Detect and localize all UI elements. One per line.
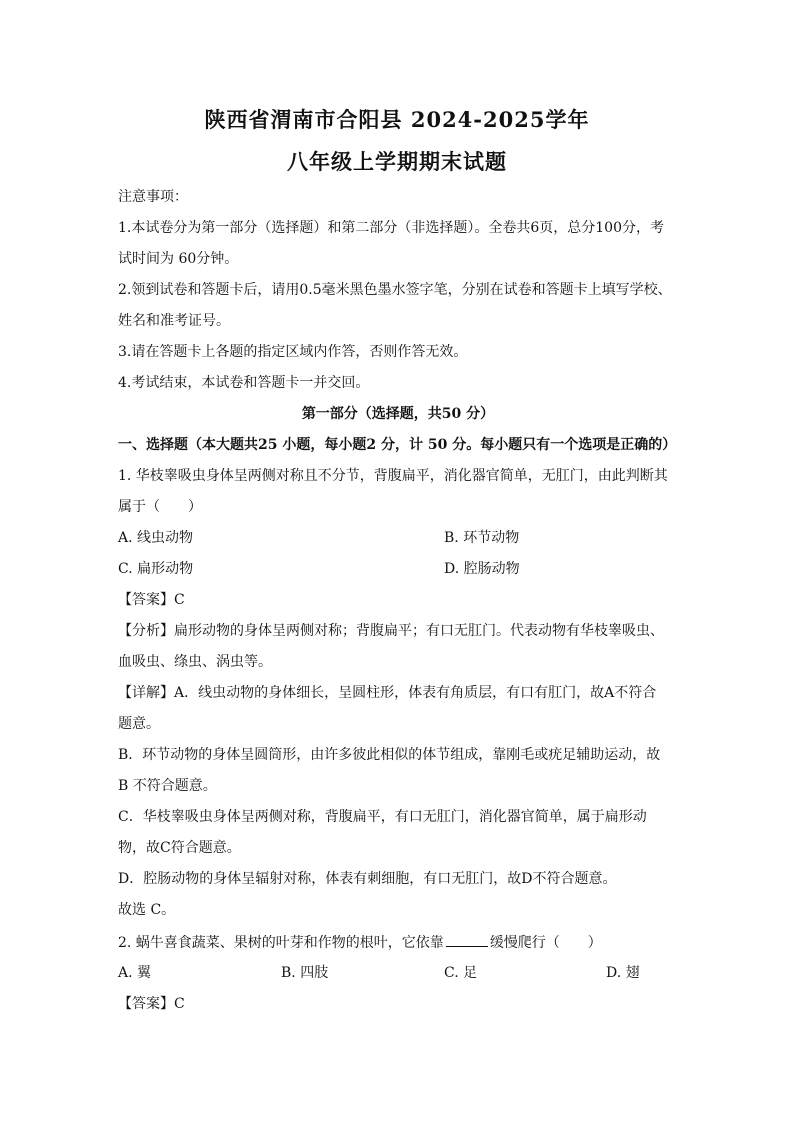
q1-detail-b: B．环节动物的身体呈圆筒形，由许多彼此相似的体节组成，靠刚毛或疣足辅助运动，故 bbox=[118, 747, 661, 763]
q1-option-b: B. 环节动物 bbox=[444, 530, 520, 546]
q1-stem-cont: 属于（ ） bbox=[118, 499, 202, 515]
q2-answer: 【答案】C bbox=[118, 996, 185, 1012]
q2-answer-blank bbox=[446, 932, 488, 947]
q1-analysis-cont: 血吸虫、绦虫、涡虫等。 bbox=[118, 654, 272, 670]
q1-detail-c-cont: 物，故C符合题意。 bbox=[118, 840, 241, 856]
note-item-2: 2.领到试卷和答题卡后，请用0.5毫米黑色墨水签字笔，分别在试卷和答题卡上填写学校、 bbox=[118, 282, 672, 298]
note-item-3: 3.请在答题卡上各题的指定区域内作答，否则作答无效。 bbox=[118, 344, 468, 360]
q1-analysis: 【分析】扁形动物的身体呈两侧对称；背腹扁平；有口无肛门。代表动物有华枝睾吸虫、 bbox=[118, 623, 664, 639]
q1-detail-a: 【详解】A．线虫动物的身体细长，呈圆柱形，体表有角质层，有口有肛门，故A不符合 bbox=[118, 685, 657, 701]
q1-detail-a-cont: 题意。 bbox=[118, 716, 160, 732]
q2-option-a: A. 翼 bbox=[118, 965, 152, 981]
q1-detail-b-cont: B 不符合题意。 bbox=[118, 778, 217, 794]
q1-option-d: D. 腔肠动物 bbox=[444, 561, 520, 577]
q2-stem-pre: 2. 蜗牛喜食蔬菜、果树的叶芽和作物的根叶，它依靠 bbox=[118, 935, 444, 951]
exam-title-line1: 陕西省渭南市合阳县 2024-2025学年 bbox=[204, 107, 590, 132]
q1-option-c: C. 扁形动物 bbox=[118, 561, 194, 577]
q2-option-d: D. 翅 bbox=[606, 965, 640, 981]
part1-heading: 第一部分（选择题，共50 分） bbox=[301, 406, 495, 422]
q1-conclusion: 故选 C。 bbox=[118, 902, 176, 918]
note-item-4: 4.考试结束，本试卷和答题卡一并交回。 bbox=[118, 375, 370, 391]
q1-answer: 【答案】C bbox=[118, 592, 185, 608]
section-heading: 一、选择题（本大题共25 小题，每小题2 分，计 50 分。每小题只有一个选项是正确的） bbox=[118, 437, 677, 453]
q1-option-a: A. 线虫动物 bbox=[118, 530, 194, 546]
exam-title-line2: 八年级上学期期末试题 bbox=[287, 149, 507, 174]
notes-heading: 注意事项： bbox=[118, 189, 188, 205]
note-item-1: 1.本试卷分为第一部分（选择题）和第二部分（非选择题）。全卷共6页，总分100分，考 bbox=[118, 220, 664, 236]
q2-option-b: B. 四肢 bbox=[281, 965, 329, 981]
q1-detail-d: D．腔肠动物的身体呈辐射对称，体表有刺细胞，有口无肛门，故D不符合题意。 bbox=[118, 871, 617, 887]
note-item-2-cont: 姓名和准考证号。 bbox=[118, 313, 230, 329]
q1-detail-c: C．华枝睾吸虫身体呈两侧对称，背腹扁平，有口无肛门，消化器官简单，属于扁形动 bbox=[118, 809, 647, 825]
note-item-1-cont: 试时间为 60分钟。 bbox=[118, 251, 239, 267]
q2-stem bbox=[118, 932, 678, 953]
q2-option-c: C. 足 bbox=[444, 965, 478, 981]
q2-stem-post: 缓慢爬行（ ） bbox=[489, 935, 602, 951]
q1-stem: 1. 华枝睾吸虫身体呈两侧对称且不分节，背腹扁平，消化器官简单，无肛门，由此判断其 bbox=[118, 468, 668, 484]
